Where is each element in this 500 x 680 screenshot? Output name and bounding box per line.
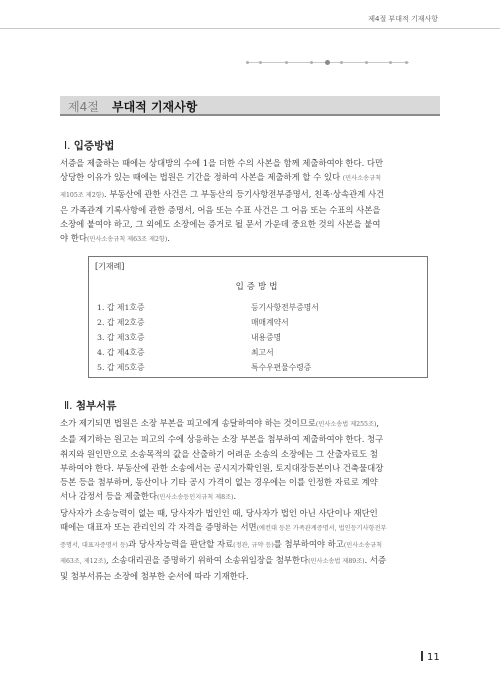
example-row: 5. 갑 제5호증 특수우편물수령증 [97,363,312,372]
rail-dot [405,61,408,64]
rail-dot [365,61,368,64]
text-line: 소장에 붙여야 하고, 그 외에도 소장에는 증거로 될 문서 가운데 중요한 것의 사본을 붙여 [60,219,381,230]
text-line: 소가 제기되면 법원은 소장 부본을 피고에게 송달하여야 하는 것이므로(민사소송법 제255조), [60,418,380,428]
decorative-dot-rail [247,62,409,63]
text-line: 및 첨부서류는 소장에 첨부한 순서에 따라 기재한다. [60,571,249,582]
example-box [88,256,428,378]
subsection-numeral: Ⅱ. [64,400,73,412]
subsection-title: 첨부서류 [75,400,117,412]
page-number: 11 [421,651,440,663]
text-line: 소를 제기하는 원고는 피고의 수에 상응하는 소장 부본을 첨부하여 제출하여야 한다. 청구 [60,434,384,445]
example-row: 4. 갑 제4호증 최고서 [97,348,274,357]
rail-dot [285,61,288,64]
section-heading-bar [60,96,440,116]
example-row: 2. 갑 제2호증 매매계약서 [97,318,289,327]
subsection-title: 입증방법 [73,140,115,152]
paragraph-evidence [60,156,442,248]
rail-dot [259,61,262,64]
section-number: 제4절 [68,100,99,114]
section-title: 부대적 기재사항 [112,100,198,114]
text-line: 제105조 제2항). 부동산에 관한 사건은 그 부동산의 등기사항전부증명서, 친족·상속관계 사건 [60,188,385,199]
rail-dot [340,61,343,64]
paragraph-attachments [60,416,442,506]
example-heading: 입증방법 [235,282,281,292]
text-line: 서나 감정서 등을 제출한다(민사소송등인지규칙 제8조). [60,491,237,502]
running-head: 제4절 부대적 기재사항 [368,15,438,23]
rail-dot [325,60,330,65]
text-line: 부하여야 한다. 부동산에 관한 소송에서는 공시지가확인원, 토지대장등본이나 건축물대장 [60,462,384,473]
text-line: 서증을 제출하는 때에는 상대방의 수에 1을 더한 수의 사본을 함께 제출하여야 한다. 다만 [60,158,384,168]
example-row: 3. 갑 제3호증 내용증명 [97,333,282,342]
example-row: 1. 갑 제1호증 등기사항전부증명서 [97,303,319,312]
rail-dot [310,61,313,64]
header-rule [0,28,500,29]
text-line: 상당한 이유가 있는 때에는 법원은 기간을 정하여 사본을 제출하게 할 수 있다 (민사소송규칙 [60,172,382,183]
subsection-heading-1 [64,138,114,153]
rail-dot [389,61,392,64]
text-line: 등본 등을 첨부하며, 동산이나 기타 공시 가격이 없는 경우에는 이를 인정한 자료로 계약 [60,477,378,488]
paragraph-capacity [60,506,442,583]
text-line: 제63조, 제12조), 소송대리권을 증명하기 위하여 소송위임장을 첨부한다(민사소송법 제89조). 서증 [60,554,387,565]
text-line: 은 가족관계 기록사항에 관한 증명서, 어음 또는 수표 사건은 그 어음 또는 수표의 사본을 [60,204,381,215]
text-line: 때에는 대표자 또는 관리인의 각 자격을 증명하는 서면(예컨대 등본 가족관계증명서, 법인등기사항전부 [60,522,387,533]
text-line: 취지와 원인만으로 소송목적의 값을 산출하기 어려운 소송의 소장에는 그 산출자료도 첨 [60,448,378,459]
subsection-heading-2 [64,398,116,413]
text-line: 당사자가 소송능력이 없는 때, 당사자가 법인인 때, 당사자가 법인 아닌 사단이나 재단인 [60,508,378,518]
page-mark [421,651,423,661]
rail-dot [246,61,249,64]
text-line: 야 한다(민사소송규칙 제63조 제2항). [60,233,170,244]
example-label: [기재례] [95,262,125,271]
text-line: 증명서, 대표자증명서 등)과 당사자능력을 판단할 자료(정관, 규약 등)를 첨부하여야 하고(민사소송규칙 [60,538,383,549]
subsection-numeral: Ⅰ. [64,140,71,152]
